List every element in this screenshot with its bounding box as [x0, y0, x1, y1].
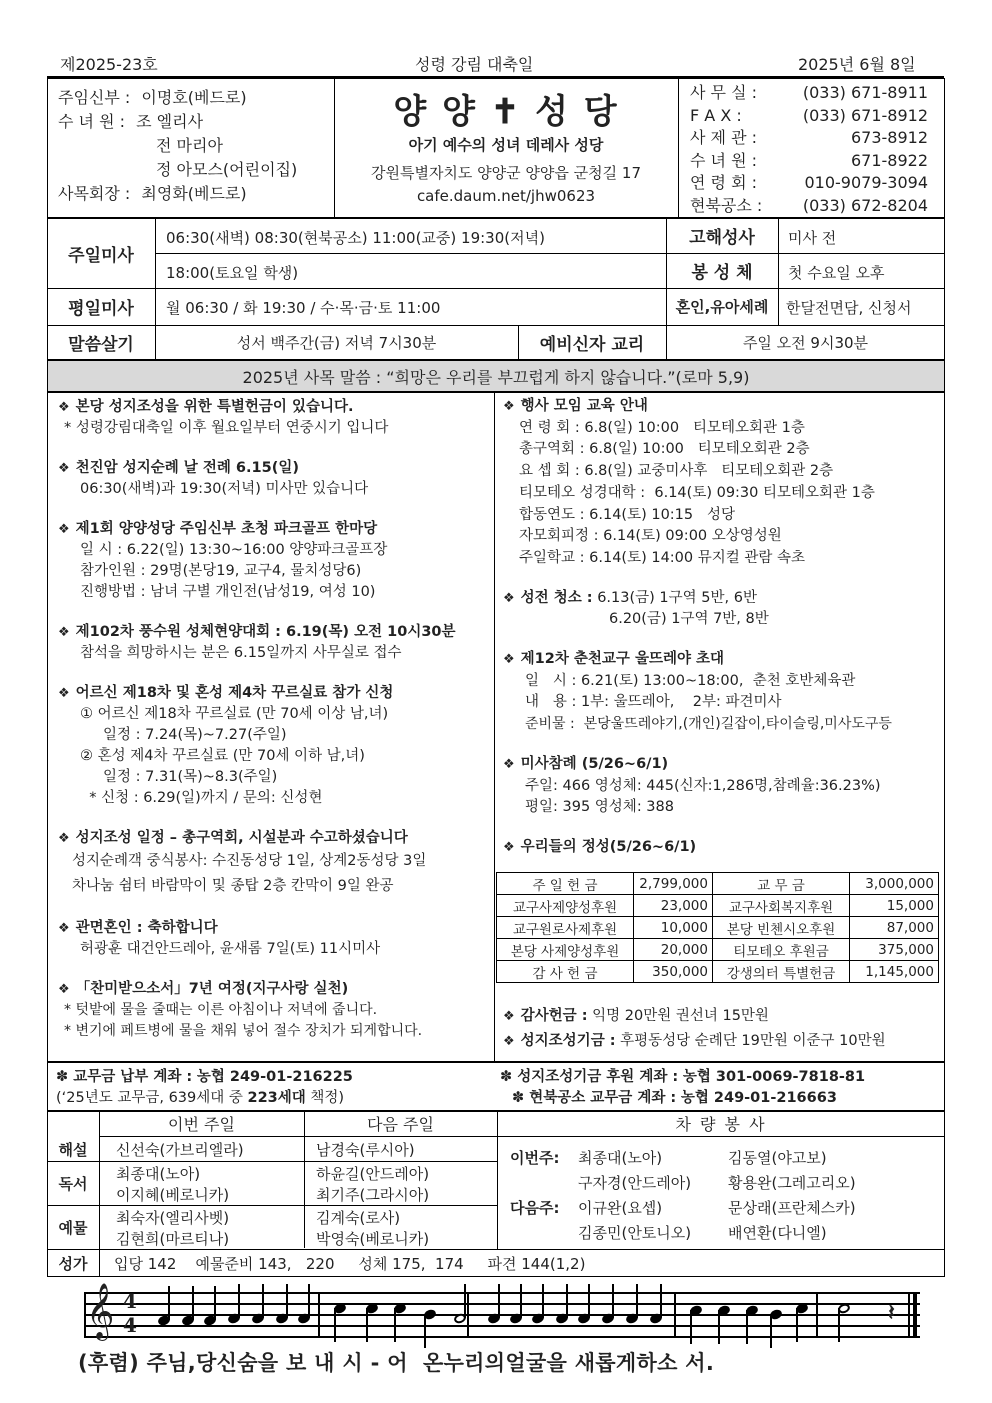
role-person: 이지혜(베로니카) [116, 1186, 230, 1204]
diamond-icon: ❖ [503, 652, 515, 668]
contact-label: 연 령 회 : [690, 173, 758, 192]
refrain-lyrics: (후렴) 주님,당신숨을 보 내 시 - 어 온누리의얼굴을 새롭게하소 서. [78, 1351, 715, 1375]
bulletin-date: 2025년 6월 8일 [798, 55, 916, 74]
contact-value: (033) 672-8204 [802, 195, 928, 215]
note-stem [718, 1310, 720, 1344]
diamond-icon: ❖ [58, 461, 70, 476]
role-person: 김계숙(로사) [316, 1209, 401, 1227]
accounts-right: ✽ 성지조성기금 후원 계좌 : 농협 301-0069-7818-81 ✽ 현북공소 교무금 계좌 : 농협 249-01-216663 [500, 1069, 866, 1106]
notice: ❖ 천진암 성지순례 날 전례 6.15(일) 06:30(새벽)과 19:30(저녁) 미사만 있습니다 [58, 460, 369, 497]
council-label: 사목회장 : [58, 184, 131, 203]
cafe-link[interactable]: cafe.daum.net/jhw0623 [416, 187, 596, 205]
vehicle-header: 차 량 봉 사 [675, 1115, 767, 1134]
diamond-icon: ❖ [503, 1034, 515, 1049]
diamond-icon: ❖ [58, 625, 70, 640]
feast-title: 성령 강림 대축일 [415, 55, 534, 74]
weekday-mass-label: 평일미사 [68, 299, 134, 319]
table-row: 본당 사제양성후원 20,000 티모테오 후원금 375,000 [497, 939, 939, 961]
next-week-header: 다음 주일 [367, 1115, 434, 1134]
notice: ❖ 성지조성 일정 – 총구역회, 시설분과 수고하셨습니다 성지순례객 중식봉사: 수진동성당 1일, 상계2동성당 3일 차나눔 쉼터 바람막이 및 종탑 2층 칸막이 9일 완공 [58, 830, 427, 894]
diamond-icon: ❖ [58, 982, 70, 997]
note-stem [464, 1284, 466, 1318]
role-person: 최기주(그라시아) [316, 1186, 430, 1204]
note-stem [192, 1286, 194, 1320]
pastor-label: 주임신부 : [58, 88, 131, 107]
contact-label: 현북공소 : [690, 195, 763, 215]
communion-label: 봉 성 체 [691, 263, 753, 283]
word-label: 말씀살기 [68, 335, 134, 355]
issue-number: 제2025-23호 [60, 55, 158, 74]
note-stem [424, 1314, 426, 1348]
note-stem [588, 1284, 590, 1318]
note-stem [542, 1284, 544, 1318]
note-stem [308, 1284, 310, 1318]
role-person: 신선숙(가브리엘라) [116, 1141, 244, 1159]
role-person: 최종대(노아) [116, 1165, 201, 1183]
wedding-label: 혼인,유아세례 [675, 298, 769, 316]
note-stem [394, 1308, 396, 1342]
parish-subtitle: 아기 예수의 성녀 데레사 성당 [408, 136, 604, 154]
contact-value: 010-9079-3094 [804, 173, 928, 192]
contact-label: 수 녀 원 : [690, 150, 758, 170]
role-reading: 독서 [58, 1175, 88, 1193]
thanks-block: ❖ 감사헌금 : 익명 20만원 권선녀 15만원 ❖ 성지조성기금 : 후평동성당 순례단 19만원 이준구 10만원 [503, 1008, 886, 1049]
hymns-list: 입당 142 예물준비 143, 220 성체 175, 174 파견 144(1,2) [114, 1255, 586, 1273]
time-signature-icon: 4 4 [123, 1289, 137, 1337]
note-stem [612, 1284, 614, 1318]
table-row: 주 일 헌 금 2,799,000 교 무 금 3,000,000 [497, 873, 939, 895]
note-stem [214, 1286, 216, 1320]
note-stem [770, 1314, 772, 1348]
note-stem [238, 1284, 240, 1318]
contact-label: 사 제 관 : [690, 128, 758, 147]
nuns-label: 수 녀 원 : [58, 112, 126, 131]
diamond-icon: ❖ [58, 400, 70, 415]
ulteuria-notice: ❖ 제12차 춘천교구 울뜨레야 초대 일 시 : 6.21(토) 13:00~18:00, 춘천 호반체육관 내 용 : 1부: 울뜨레아, 2부: 파견미사 준비물 : 본당울뜨레야기,(개인)길잡이,타이슬링,미사도구등 [503, 651, 892, 733]
contact-label: F A X : [690, 105, 742, 125]
events-notice: ❖ 행사 모임 교육 안내 연 령 회 : 6.8(일) 10:00 티모테오회관 1층 총구역회 : 6.8(일) 10:00 티모테오회관 2층 요 셉 회 : 6.8(일) 교중미사후 티모테오회관 2층 티모테오 성경대학 : 6.14(토) 09:30 티모테오회관 1층 합동연도 : 6.14(토) 10:15 성당 자모회피정 : 6.14(토) 09:00 오상영성원 주일학교 : 6.14(토) 14:00 뮤지컬 관람 속초 [503, 398, 875, 566]
asterisk-icon: ✽ [56, 1069, 74, 1085]
diamond-icon: ❖ [503, 590, 515, 606]
notice: ❖ 본당 성지조성을 위한 특별헌금이 있습니다. * 성령강림대축일 이후 월요일부터 연중시기 입니다 [58, 399, 389, 436]
contact-value: 671-8922 [850, 150, 928, 170]
note-stem [334, 1308, 336, 1342]
asterisk-icon: ✽ [500, 1069, 518, 1085]
notice: ❖ 어르신 제18차 및 혼성 제4차 꾸르실료 참가 신청 ① 어르신 제18차 꾸르실료 (만 70세 이상 남,녀) 일정 : 7.24(목)~7.27(주일) ② 혼성 제4차 꾸르실료 (만 70세 이하 남,녀) 일정 : 7.31(목)~8.3(주일) * 신청 : 6.29(일)까지 / 문의: 신성현 [58, 685, 394, 806]
offerings-notice: ❖ 우리들의 정성(5/26~6/1) [503, 838, 697, 855]
confession-label: 고해성사 [689, 228, 755, 248]
sunday-student-mass: 18:00(토요일 학생) [166, 264, 299, 282]
pastor-name: 이명호(베드로) [141, 88, 247, 107]
note-stem [796, 1308, 798, 1342]
nun-name: 조 엘리사 [136, 112, 204, 131]
sunday-mass-times: 06:30(새벽) 08:30(현북공소) 11:00(교중) 19:30(저녁) [166, 229, 545, 247]
sunday-mass-label: 주일미사 [68, 245, 134, 266]
notice: ❖ 「찬미받으소서」7년 여정(지구사랑 실천) * 텃밭에 물을 줄때는 이른 아침이나 저녁에 줍니다. * 변기에 페트병에 물을 채워 넣어 절수 장치가 되게합니다. [58, 981, 423, 1039]
role-commentary: 해설 [58, 1140, 88, 1159]
note-stem [838, 1308, 840, 1342]
word-info: 성서 백주간(금) 저녁 7시30분 [236, 334, 437, 352]
this-week-header: 이번 주일 [168, 1115, 235, 1134]
catechumen-info: 주일 오전 9시30분 [742, 334, 869, 352]
role-person: 하윤길(안드레아) [316, 1165, 430, 1183]
treble-clef-icon: 𝄞 [86, 1283, 115, 1339]
asterisk-icon: ✽ [512, 1090, 530, 1106]
diamond-icon: ❖ [503, 756, 515, 772]
table-row: 감 사 헌 금 350,000 강생의터 특별헌금 1,145,000 [497, 961, 939, 983]
role-offertory: 예물 [58, 1219, 88, 1237]
role-person: 박영숙(베로니카) [316, 1230, 430, 1248]
diamond-icon: ❖ [503, 839, 515, 855]
motto-text: 2025년 사목 말씀 : “희망은 우리를 부끄럽게 하지 않습니다.”(로마 5,9) [242, 367, 750, 387]
table-row: 교구원로사제후원 10,000 본당 빈첸시오후원 87,000 [497, 917, 939, 939]
diamond-icon: ❖ [503, 399, 515, 414]
parish-name: 양 양 ✝ 성 당 [393, 92, 619, 132]
council-president: 최영화(베드로) [141, 184, 247, 203]
wedding-info: 한달전면담, 신청서 [786, 299, 912, 317]
communion-time: 첫 수요일 오후 [788, 264, 885, 282]
contact-value: (033) 671-8911 [802, 83, 928, 102]
role-person: 남경숙(루시아) [316, 1141, 415, 1159]
diamond-icon: ❖ [58, 522, 70, 537]
note-stem [660, 1284, 662, 1318]
diamond-icon: ❖ [503, 1009, 515, 1024]
note-stem [498, 1284, 500, 1318]
vehicle-service: 이번주: 최종대(노아) 김동열(야고보) 구자경(안드레아) 황용완(그레고리오) 다음주: 이규완(요셉) 문상래(프란체스카) 김종민(안토니오) 배연환(다니엘) [510, 1149, 856, 1242]
table-row: 교구사제양성후원 23,000 교구사회복지후원 15,000 [497, 895, 939, 917]
diamond-icon: ❖ [58, 686, 70, 701]
parish-address: 강원특별자치도 양양군 양양읍 군청길 17 [370, 164, 641, 182]
mass-stats-notice: ❖ 미사참례 (5/26~6/1) 주일: 466 영성체: 445(신자:1,286명,참례율:36.23%) 평일: 395 영성체: 388 [503, 755, 881, 816]
accounts-left: ✽ 교무금 납부 계좌 : 농협 249-01-216225 (‘25년도 교무금, 639세대 중 223세대 책정) [56, 1069, 353, 1106]
cleaning-notice: ❖ 성전 청소 : 6.13(금) 1구역 5반, 6반 6.20(금) 1구역 7반, 8반 [503, 589, 769, 628]
nun-name: 정 아모스(어린이집) [156, 160, 298, 179]
notice: ❖ 관면혼인 : 축하합니다 허광훈 대건안드레아, 윤새롬 7일(토) 11시미사 [58, 920, 381, 957]
hymns-label: 성가 [58, 1254, 88, 1273]
contact-value: 673-8912 [850, 128, 928, 147]
contact-label: 사 무 실 : [690, 83, 758, 102]
note-stem [566, 1284, 568, 1318]
notice: ❖ 제1회 양양성당 주임신부 초청 파크골프 한마당 일 시 : 6.22(일) 13:30~16:00 양양파크골프장 참가인원 : 29명(본당19, 교구4, 물치성당6) 진행방법 : 남녀 구별 개인전(남성19, 여성 10) [58, 521, 388, 600]
weekday-mass-times: 월 06:30 / 화 19:30 / 수·목·금·토 11:00 [166, 299, 441, 317]
role-person: 최숙자(엘리사벳) [116, 1209, 230, 1227]
note-stem [690, 1310, 692, 1344]
note-stem [168, 1286, 170, 1320]
diamond-icon: ❖ [58, 831, 70, 846]
note-stem [636, 1284, 638, 1318]
nun-name: 전 마리아 [156, 136, 223, 155]
role-person: 김현희(마르티나) [116, 1230, 230, 1248]
note-stem [286, 1284, 288, 1318]
rest-icon: 𝄽 [888, 1301, 895, 1326]
contact-value: (033) 671-8912 [802, 105, 928, 125]
note-stem [262, 1284, 264, 1318]
diamond-icon: ❖ [58, 921, 70, 936]
notice: ❖ 제102차 풍수원 성체현양대회 : 6.19(목) 오전 10시30분 참석을 희망하시는 분은 6.15일까지 사무실로 접수 [58, 624, 456, 661]
note-stem [366, 1308, 368, 1342]
catechumen-label: 예비신자 교리 [539, 335, 645, 355]
confession-time: 미사 전 [788, 229, 837, 247]
note-stem [746, 1310, 748, 1344]
note-stem [520, 1284, 522, 1318]
